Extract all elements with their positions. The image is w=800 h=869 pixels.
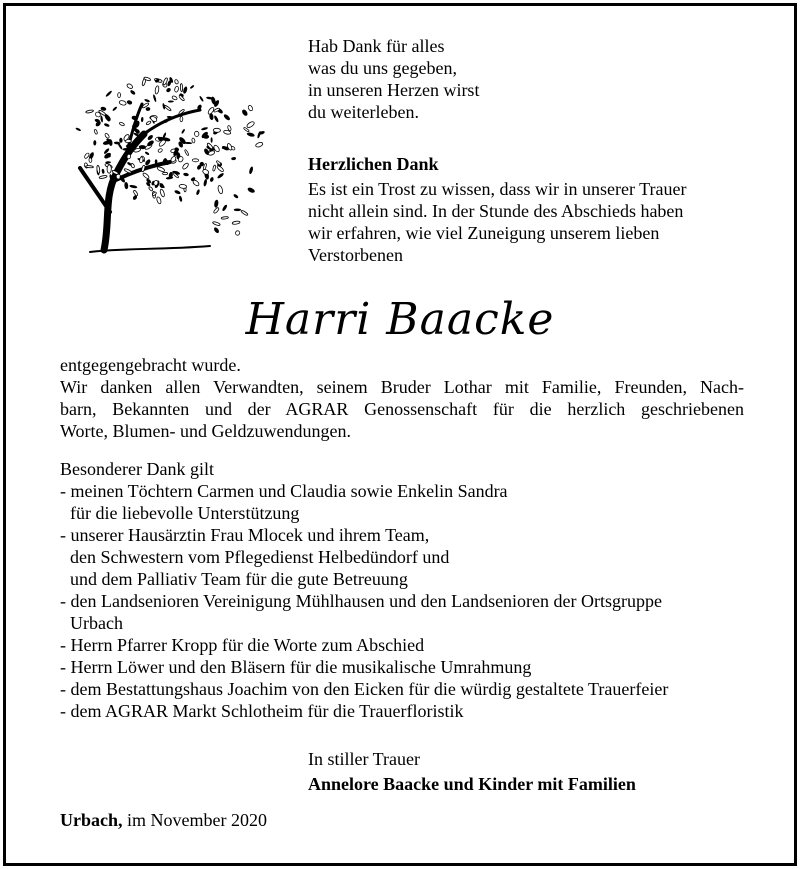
list-item: - Herrn Pfarrer Kropp für die Worte zum Abschied [60,635,425,655]
thanks-line: wir erfahren, wie viel Zuneigung unserem lieben [308,223,660,243]
acknowledgement-line: entgegengebracht wurde. [60,355,241,375]
windblown-tree-icon [60,62,268,262]
date: im November 2020 [127,810,267,830]
list-item: für die liebevolle Unterstützung [70,503,300,523]
list-item: den Schwestern vom Pflegedienst Helbedündorf und [70,547,450,567]
list-item: und dem Palliativ Team für die gute Betreuung [70,569,408,589]
list-item: Urbach [70,613,123,633]
acknowledgement-line: barn, Bekannten und der AGRAR Genossenschaft für die herzlich geschriebenen [60,399,744,419]
deceased-name: Harri Baacke [245,294,555,345]
special-thanks-list [60,458,744,722]
place: Urbach, [60,810,123,830]
thanks-line: Es ist ein Trost zu wissen, dass wir in unserer Trauer [308,179,687,199]
list-item: - dem Bestattungshaus Joachim von den Eicken für die würdig gestaltete Trauerfeier [60,679,669,699]
acknowledgement-line: Wir danken allen Verwandten, seinem Bruder Lothar mit Familie, Freunden, Nach- [60,377,744,397]
acknowledgement-text [60,354,744,442]
thanks-line: nicht allein sind. In der Stunde des Abschieds haben [308,201,684,221]
special-thanks-heading: Besonderer Dank gilt [60,459,214,479]
poem-line: was du uns gegeben, [308,58,457,78]
poem-line: Hab Dank für alles [308,36,445,56]
poem-line: du weiterleben. [308,102,419,122]
poem-line: in unseren Herzen wirst [308,80,480,100]
poem [308,35,479,123]
list-item: - meinen Töchtern Carmen und Claudia sowie Enkelin Sandra [60,481,508,501]
signature-names: Annelore Baacke und Kinder mit Familien [308,774,636,794]
list-item: - unserer Hausärztin Frau Mlocek und ihrem Team, [60,525,430,545]
thanks-heading: Herzlichen Dank [308,154,439,174]
list-item: - Herrn Löwer und den Bläsern für die musikalische Umrahmung [60,657,532,677]
place-date [60,810,267,831]
thanks-line: Verstorbenen [308,245,403,265]
thanks-text [308,178,748,266]
signature-intro: In stiller Trauer [308,749,420,769]
signature-block [308,747,636,797]
list-item: - dem AGRAR Markt Schlotheim für die Trauerfloristik [60,701,464,721]
list-item: - den Landsenioren Vereinigung Mühlhausen und den Landsenioren der Ortsgruppe [60,591,663,611]
acknowledgement-line: Worte, Blumen- und Geldzuwendungen. [60,421,351,441]
